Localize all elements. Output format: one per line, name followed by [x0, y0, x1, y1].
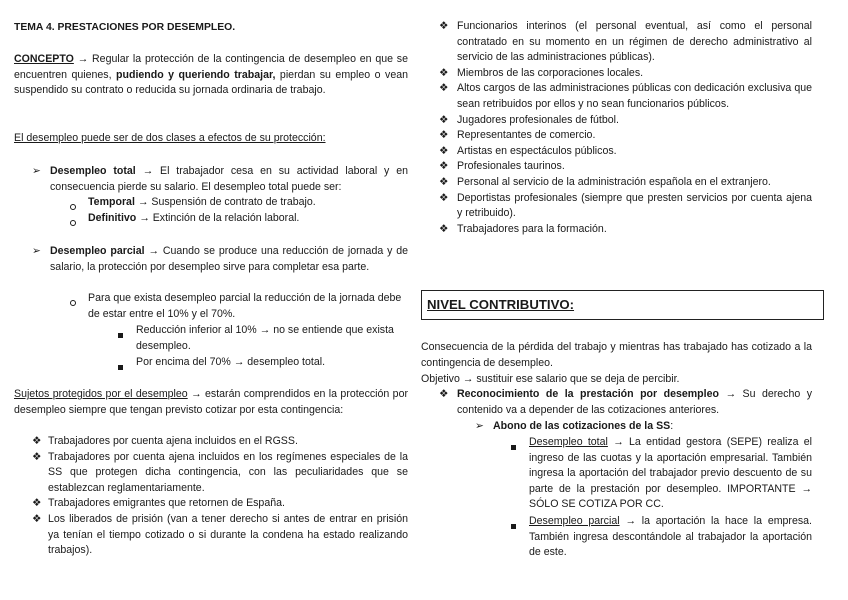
abono-label: Abono de las cotizaciones de la SS [493, 420, 671, 432]
circle-bullet-icon [70, 300, 76, 306]
list-item [439, 66, 812, 82]
diamond-icon: ❖ [439, 222, 449, 235]
list-item [32, 450, 408, 497]
colectivo-item-text: Altos cargos de las administraciones públicas con dedicación exclusiva que sean retribuidos por ellos y no sean funcionarios públicos. [457, 82, 812, 110]
concepto-label: CONCEPTO [14, 53, 74, 65]
concepto-bold: pudiendo y queriendo trabajar, [116, 68, 276, 81]
dp-label: Desempleo parcial [529, 515, 620, 527]
diamond-icon: ❖ [439, 144, 449, 157]
list-item-parcial-sq2 [118, 355, 408, 371]
nivel-contributivo-heading: NIVEL CONTRIBUTIVO: [427, 297, 575, 312]
nivel-contributivo-heading-box [421, 290, 824, 320]
reconocimiento-label: Reconocimiento de la prestación por desempleo [457, 388, 719, 400]
list-item-parcial-sq1 [118, 323, 408, 354]
list-item [439, 81, 812, 112]
list-item-definitivo [70, 211, 418, 227]
list-item [439, 144, 812, 160]
parcial-sq2-text: Por encima del 70% → desempleo total. [136, 356, 326, 368]
sujetos-item-text: Trabajadores emigrantes que retornen de España. [48, 497, 285, 510]
list-item [32, 434, 408, 450]
sujetos-item-text: Los liberados de prisión (van a tener derecho si antes de entrar en prisión ya tenían el tiempo cotizado o si durante la condena ha estado realizando trabajos). [48, 512, 408, 557]
colectivos-list [439, 19, 812, 237]
square-bullet-icon [118, 333, 123, 338]
diamond-icon: ❖ [439, 175, 449, 188]
sujetos-paragraph [14, 387, 408, 418]
diamond-icon: ❖ [439, 113, 449, 126]
colectivo-item-text: Representantes de comercio. [457, 129, 596, 142]
diamond-icon: ❖ [439, 82, 449, 95]
sujetos-item-text: Trabajadores por cuenta ajena incluidos en el RGSS. [48, 435, 298, 447]
temporal-text: → Suspensión de contrato de trabajo. [134, 196, 316, 208]
dp-text: → la aportación la hace la empresa. También ingresa descontándole al trabajador la aportación de este. [529, 515, 812, 559]
list-item-desempleo-parcial [32, 244, 408, 275]
dt-text: → La entidad gestora (SEPE) realiza el ingreso de las cuotas y la aportación empresarial. También ingresa la aportación del trabajador previo descuento de su parte de la prestación por desempleo. IMPORTANTE → SÓLO SE COTIZA POR CC. [529, 436, 813, 511]
colectivo-item-text: Artistas en espectáculos públicos. [457, 144, 617, 157]
colectivo-item-text: Miembros de las corporaciones locales. [457, 66, 644, 79]
definitivo-label: Definitivo [88, 212, 137, 224]
clases-heading: El desempleo puede ser de dos clases a efectos de su protección: [14, 132, 326, 144]
diamond-icon: ❖ [439, 191, 449, 204]
diamond-icon: ❖ [32, 497, 42, 510]
diamond-icon: ❖ [439, 66, 449, 79]
diamond-icon: ❖ [439, 160, 449, 173]
sujetos-item-text: Trabajadores por cuenta ajena incluidos en los regímenes especiales de la SS que protegen dicha contingencia, con las peculiaridades que se establezcan reglamentariamente. [48, 450, 408, 494]
diamond-icon: ❖ [32, 512, 42, 525]
concepto-text: → Regular la protección de la contingencia de desempleo en que se encuentren quienes, [14, 53, 408, 81]
parcial-text: → Cuando se produce una reducción de jornada y de salario, la protección por desempleo sirve para completar esa parte. [50, 245, 409, 273]
list-item [439, 191, 812, 222]
diamond-icon: ❖ [32, 450, 42, 463]
parcial-sq1-text: Reducción inferior al 10% → no se entiende que exista desempleo. [136, 324, 394, 352]
list-item-desempleo-total [32, 164, 408, 195]
sujetos-label: Sujetos protegidos por el desempleo [14, 388, 188, 400]
total-label: Desempleo total [50, 165, 136, 177]
dt-label: Desempleo total [529, 436, 608, 448]
arrowhead-icon: ➢ [32, 165, 41, 177]
sujetos-text: → estarán comprendidos en la protección por desempleo siempre que tengan previsto cotizar por esta contingencia: [14, 388, 408, 416]
abono-colon: : [670, 420, 674, 432]
colectivo-item-text: Funcionarios interinos (el personal eventual, así como el personal contratado en su momento en un régimen de derecho administrativo al servicio de las administraciones públicas). [457, 20, 812, 64]
colectivo-item-text: Deportistas profesionales (siempre que presten servicios por cuenta ajena y retribuido). [457, 191, 812, 220]
square-bullet-icon [511, 524, 516, 529]
list-item [439, 113, 812, 129]
list-item [439, 159, 812, 175]
page-title: TEMA 4. PRESTACIONES POR DESEMPLEO. [14, 22, 236, 33]
list-item [439, 222, 812, 238]
diamond-icon: ❖ [439, 388, 449, 400]
colectivo-item-text: Jugadores profesionales de fútbol. [457, 113, 619, 126]
list-item-parcial-sub [70, 291, 408, 322]
objetivo-text: Objetivo → sustituir ese salario que se deja de percibir. [421, 373, 680, 385]
square-bullet-icon [511, 445, 516, 450]
definitivo-text: → Extinción de la relación laboral. [136, 212, 300, 224]
parcial-sub-text: Para que exista desempleo parcial la reducción de la jornada debe de estar entre el 10% y el 70%. [88, 292, 402, 320]
list-item [32, 512, 408, 559]
sujetos-list [32, 434, 408, 559]
colectivo-item-text: Personal al servicio de la administración española en el extranjero. [457, 175, 771, 188]
arrowhead-icon: ➢ [475, 420, 484, 432]
colectivo-item-text: Profesionales taurinos. [457, 160, 565, 173]
diamond-icon: ❖ [32, 435, 42, 447]
list-item-temporal [70, 195, 418, 211]
arrowhead-icon: ➢ [32, 245, 41, 257]
concepto-paragraph [14, 52, 408, 99]
temporal-label: Temporal [88, 196, 135, 208]
diamond-icon: ❖ [439, 20, 449, 32]
square-bullet-icon [118, 365, 123, 370]
diamond-icon: ❖ [439, 129, 449, 142]
circle-bullet-icon [70, 204, 76, 210]
reconocimiento-text: → Su derecho y contenido va a depender de las cotizaciones anteriores. [457, 388, 812, 416]
list-item [439, 128, 812, 144]
list-item-desempleo-parcial-abono [511, 514, 812, 561]
list-item-abono [475, 419, 812, 435]
circle-bullet-icon [70, 220, 76, 226]
list-item [439, 19, 812, 66]
nivel-text: Consecuencia de la pérdida del trabajo y mientras has trabajado has cotizado a la contingencia de desempleo. [421, 341, 812, 369]
list-item-reconocimiento [439, 387, 812, 418]
list-item-desempleo-total-abono [511, 435, 812, 513]
concepto-rest: pierdan su empleo o vean suspendido su contrato o reducida su jornada ordinaria de trabajo. [14, 68, 408, 97]
parcial-label: Desempleo parcial [50, 245, 145, 257]
colectivo-item-text: Trabajadores para la formación. [457, 222, 607, 235]
list-item [439, 175, 812, 191]
list-item [32, 496, 408, 512]
total-text: → El trabajador cesa en su actividad laboral y en consecuencia pierde su salario. El desempleo total puede ser: [50, 165, 408, 193]
